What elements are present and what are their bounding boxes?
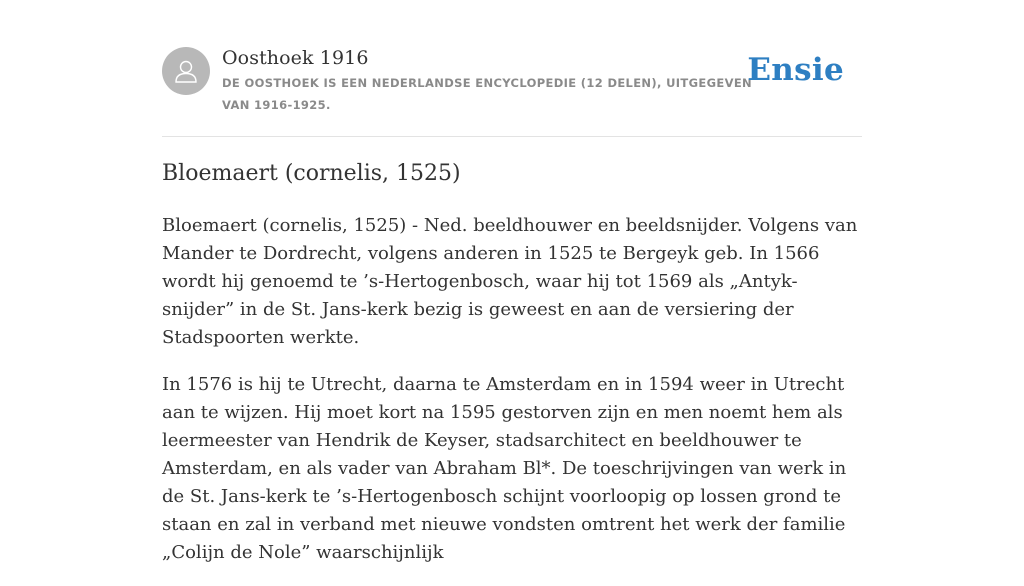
source-header bbox=[162, 0, 862, 137]
source-title[interactable]: Oosthoek 1916 bbox=[222, 47, 369, 69]
article-paragraph: Bloemaert (cornelis, 1525) - Ned. beeldhouwer en beeldsnijder. Volgens van Mander te Dordrecht, volgens anderen in 1525 te Bergeyk geb. In 1566 wordt hij genoemd te ’s-Hertogenbosch, waar hij tot 1569 als „Antyk-snijder” in de St. Jans-kerk bezig is geweest en aan de versiering der Stadspoorten werkte. bbox=[162, 215, 858, 348]
article-title: Bloemaert (cornelis, 1525) bbox=[162, 161, 461, 186]
article-paragraph: In 1576 is hij te Utrecht, daarna te Amsterdam en in 1594 weer in Utrecht aan te wijzen. Hij moet kort na 1595 gestorven zijn en men noemt hem als leermeester van Hendrik de Keyser, stadsarchitect en beeldhouwer te Amsterdam, en als vader van Abraham Bl*. De toeschrijvingen van werk in de St. Jans-kerk te ’s-Hertogenbosch schijnt voorloopig op lossen grond te staan en zal in verband met nieuwe vondsten omtrent het werk der familie „Colijn de Nole” waarschijnlijk bbox=[162, 374, 847, 563]
source-description: DE OOSTHOEK IS EEN NEDERLANDSE ENCYCLOPEDIE (12 DELEN), UITGEGEVEN VAN 1916-1925. bbox=[222, 76, 753, 112]
ensie-logo[interactable]: Ensie bbox=[747, 52, 844, 88]
user-icon bbox=[172, 57, 200, 85]
avatar[interactable] bbox=[162, 47, 210, 95]
page-content bbox=[162, 0, 862, 563]
article-body bbox=[162, 212, 862, 586]
